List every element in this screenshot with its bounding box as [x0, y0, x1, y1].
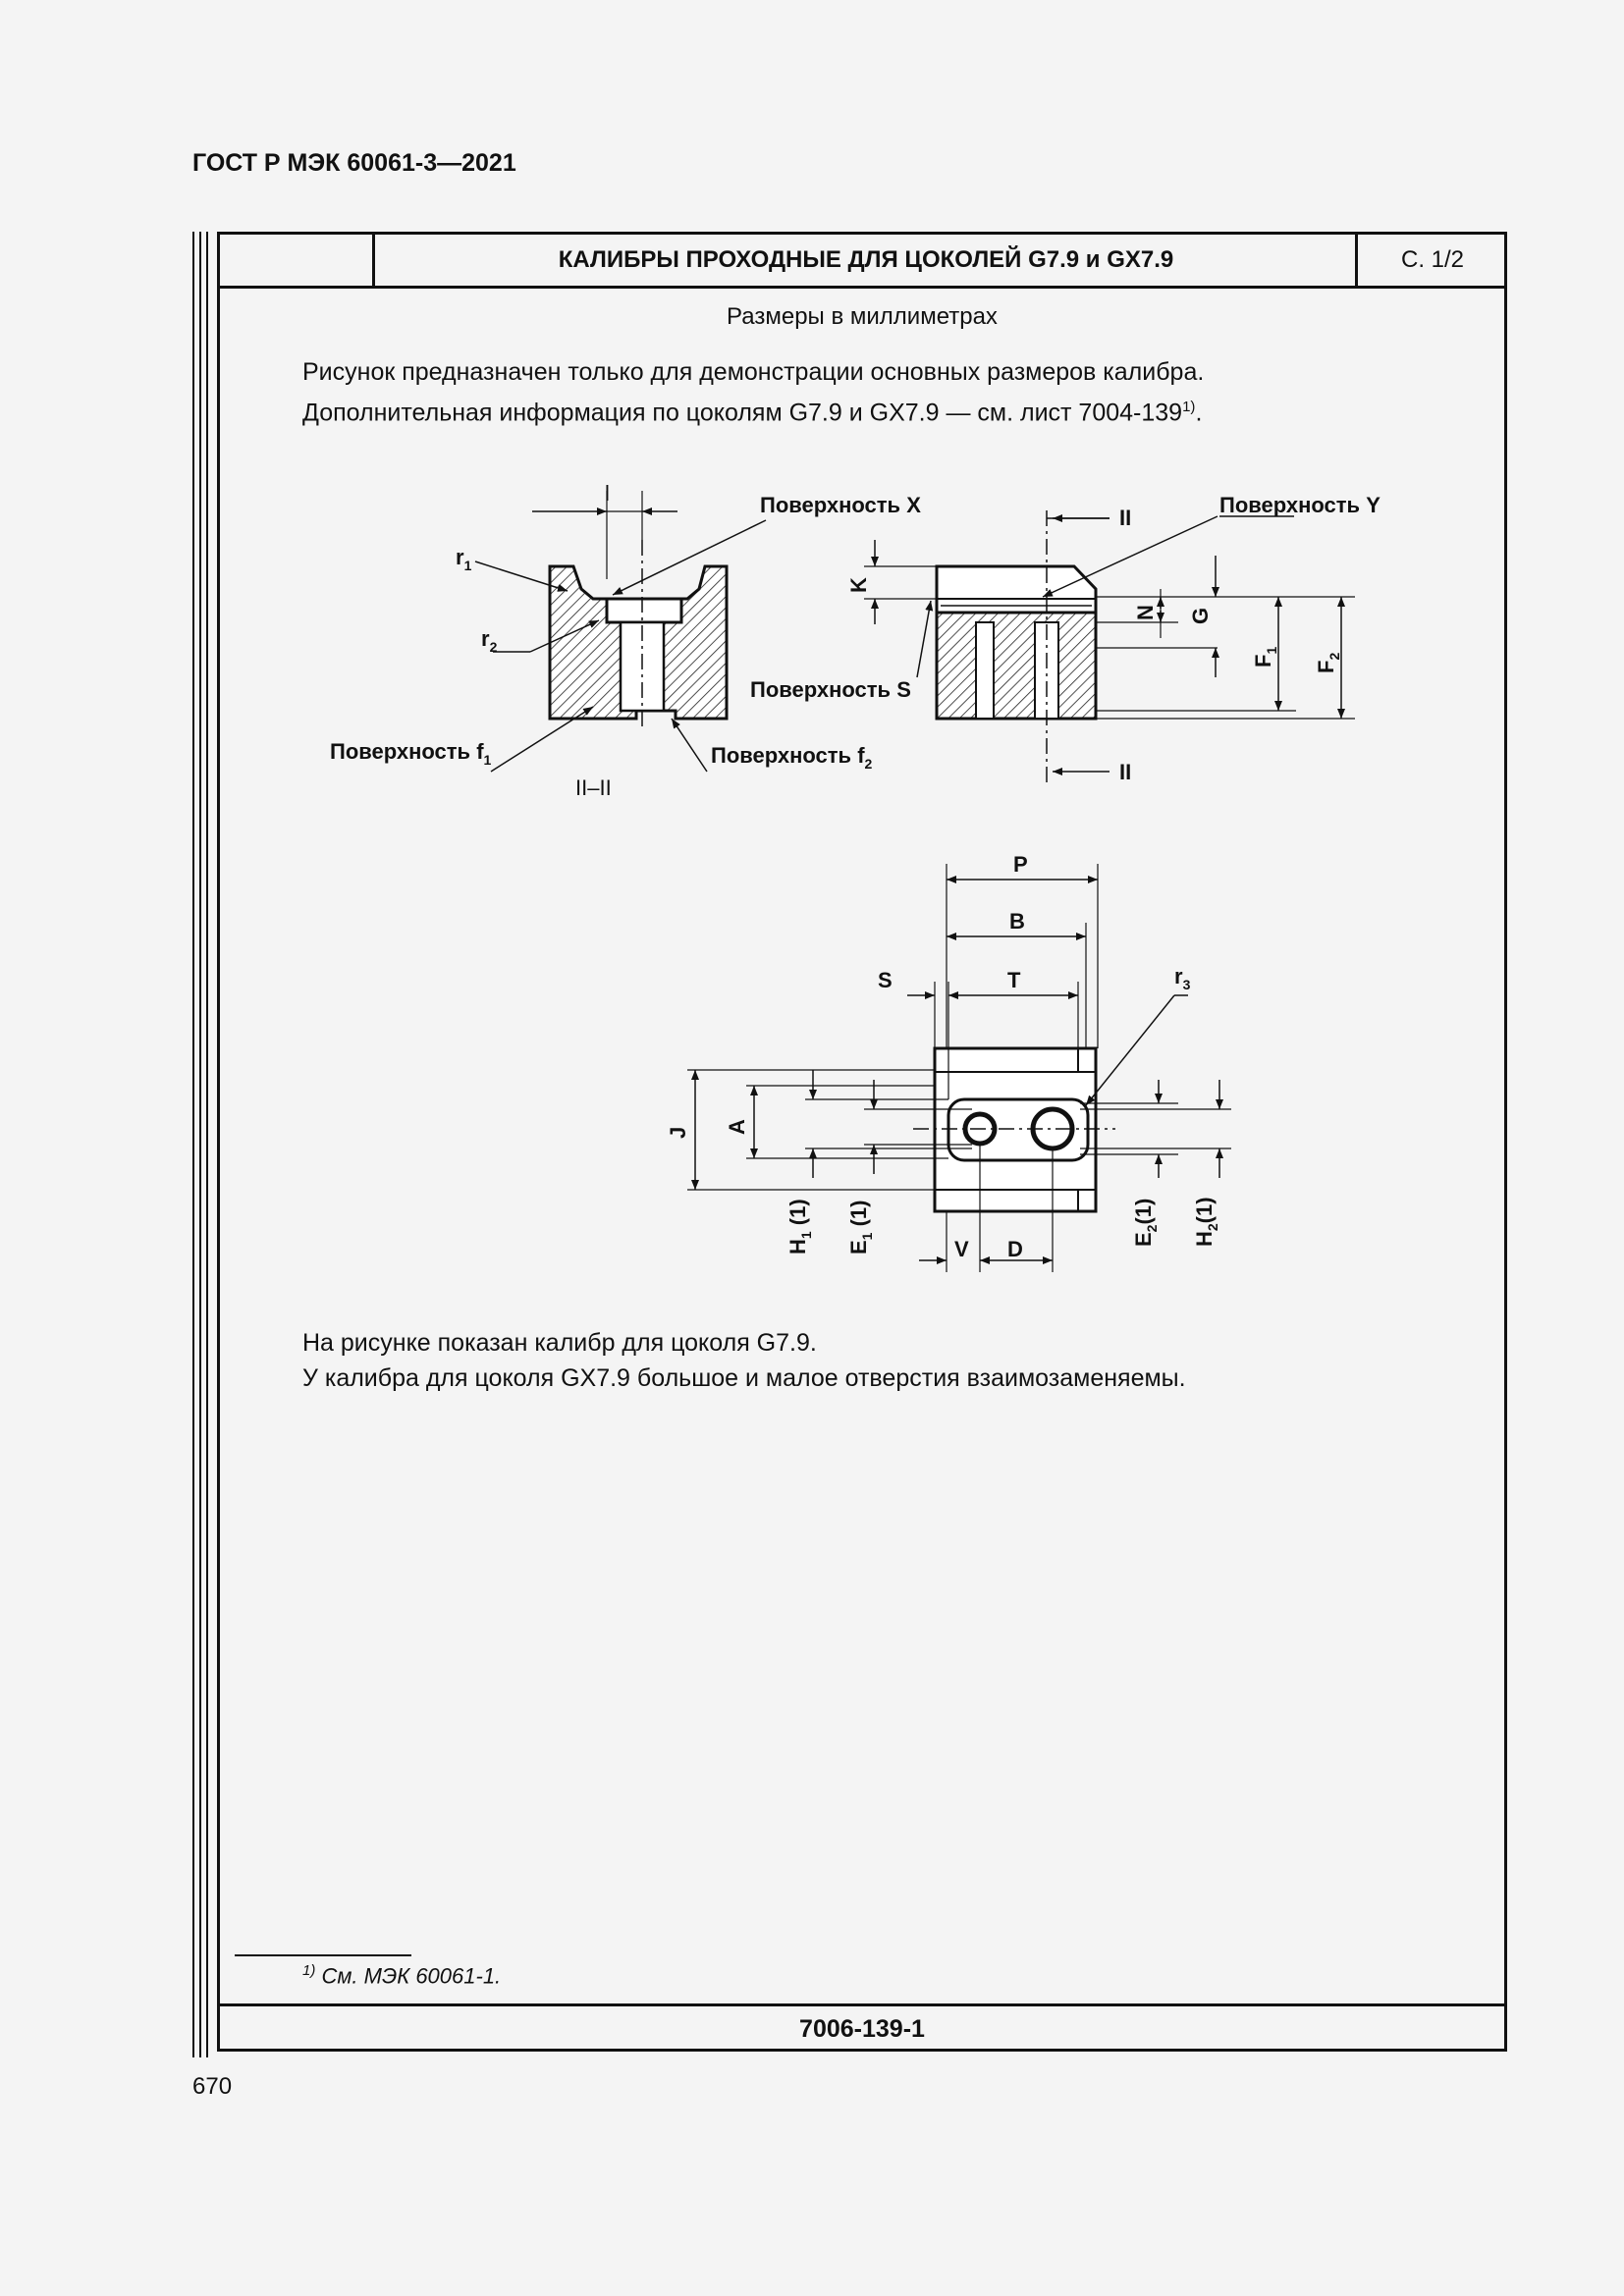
surface-f2-label: Поверхность $f_2$: [711, 743, 873, 772]
cut-bottom-label: II: [1119, 760, 1132, 784]
surface-y-label: Поверхность Y: [1219, 493, 1380, 517]
dim-b-label: B: [1009, 909, 1025, 934]
outro-line-2: У калибра для цоколя GX7.9 большое и малое отверстия взаимозаменяемы.: [302, 1364, 1186, 1392]
intro-line-2-text: Дополнительная информация по цоколям G7.9 и GX7.9 — см. лист 7004-139: [302, 399, 1183, 427]
dim-s-label: S: [878, 968, 893, 992]
footnote-marker: 1): [302, 1962, 316, 1979]
intro-line-2-end: .: [1195, 399, 1203, 427]
dim-t-label: T: [1007, 968, 1021, 992]
dim-n-label: N: [1133, 605, 1158, 620]
section-cavity: [607, 599, 681, 622]
dim-v-label: V: [954, 1237, 969, 1261]
surface-s-label: Поверхность S: [750, 677, 911, 702]
surface-x-label: Поверхность X: [760, 493, 921, 517]
dim-a-label: A: [725, 1119, 749, 1135]
document-code: ГОСТ Р МЭК 60061-3—2021: [192, 149, 516, 177]
dim-p-label: P: [1013, 852, 1028, 877]
dim-g-label: G: [1188, 607, 1213, 624]
plan-slot: [948, 1099, 1088, 1160]
units-note: Размеры в миллиметрах: [727, 303, 998, 330]
dim-h2-label: $H_2(1)$: [1192, 1197, 1220, 1247]
side-view: [864, 510, 1355, 785]
r3-label: $r_3$: [1174, 964, 1191, 992]
dim-f1-label: $F_1$: [1251, 646, 1279, 667]
dim-l-label: l: [605, 481, 610, 506]
side-body-lower: [937, 613, 1096, 719]
dim-f2-label: $F_2$: [1314, 652, 1342, 673]
dim-j-label: J: [666, 1126, 690, 1139]
surface-f1-label: Поверхность $f_1$: [330, 739, 492, 768]
intro-line-1: Рисунок предназначен только для демонстрации основных размеров калибра.: [302, 358, 1205, 386]
page-number: 670: [192, 2073, 233, 2100]
dim-k-label: K: [846, 577, 871, 593]
section-label: II–II: [575, 775, 612, 800]
sheet-title: КАЛИБРЫ ПРОХОДНЫЕ ДЛЯ ЦОКОЛЕЙ G7.9 и GX7.9: [558, 246, 1174, 273]
outro-line-1: На рисунке показан калибр для цоколя G7.9.: [302, 1329, 817, 1357]
r1-label: $r_1$: [456, 545, 472, 573]
footnote-ref: 1): [1182, 399, 1196, 415]
dim-h1-label: $H_1$ (1): [785, 1199, 814, 1255]
r2-label: $r_2$: [481, 626, 498, 655]
dim-e1-label: $E_1$ (1): [846, 1200, 875, 1255]
section-view: [475, 491, 766, 772]
cut-top-label: II: [1119, 506, 1132, 530]
sheet-number: С. 1/2: [1355, 235, 1507, 286]
dim-e2-label: $E_2(1)$: [1131, 1198, 1160, 1247]
footnote-text: См. МЭК 60061-1.: [315, 1963, 502, 1989]
dim-d-label: D: [1007, 1237, 1023, 1261]
sheet-code: 7006-139-1: [220, 2003, 1504, 2054]
